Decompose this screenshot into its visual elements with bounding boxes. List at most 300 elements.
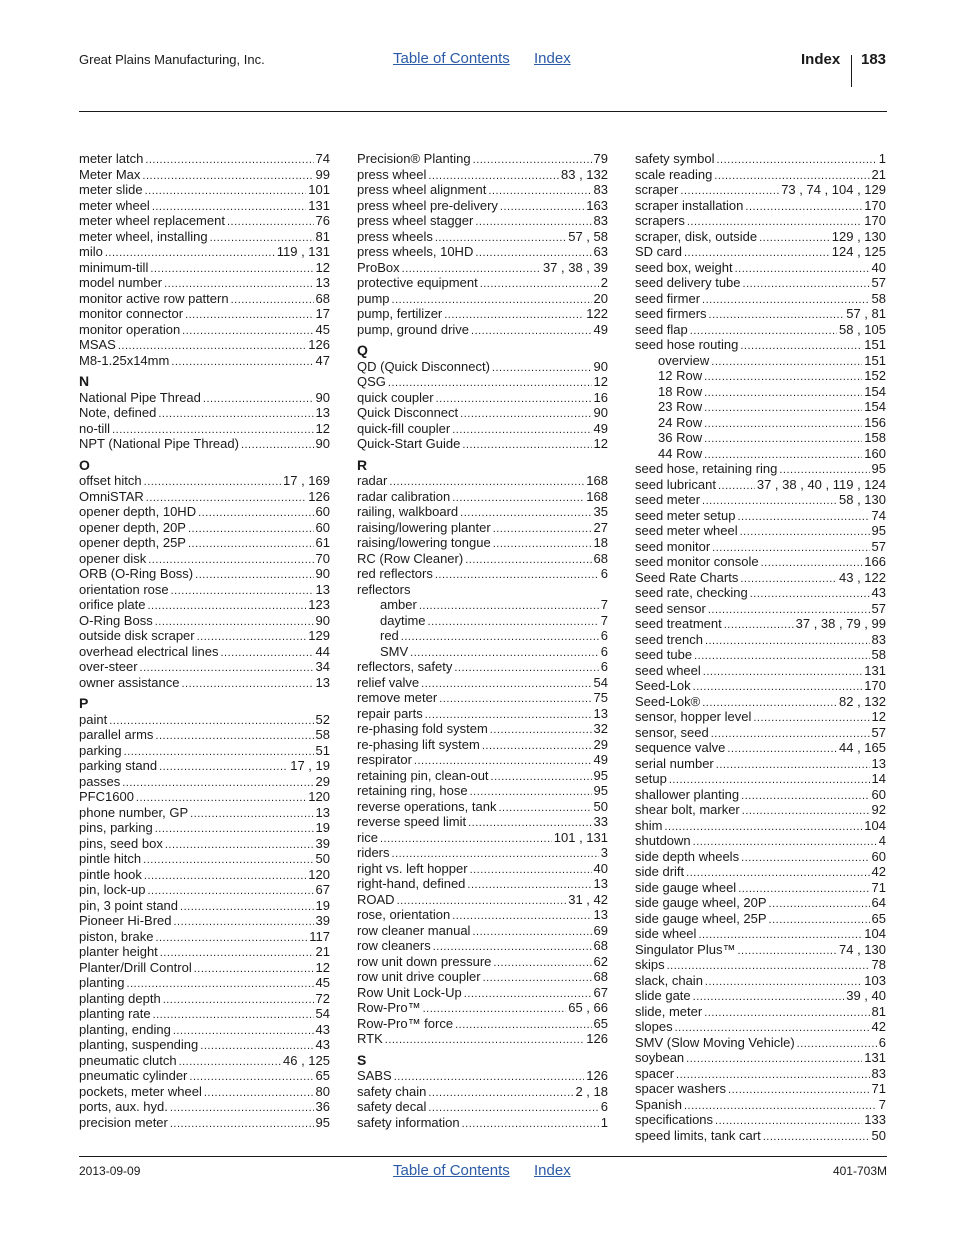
- index-entry[interactable]: [79, 1068, 330, 1084]
- index-entry[interactable]: [79, 1022, 330, 1038]
- index-entry[interactable]: [635, 833, 886, 849]
- index-entry[interactable]: [357, 566, 608, 582]
- page-reference[interactable]: 42: [871, 1019, 886, 1034]
- page-reference[interactable]: 49: [593, 321, 608, 337]
- page-reference[interactable]: 90: [315, 566, 330, 581]
- index-entry[interactable]: [635, 275, 886, 291]
- page-reference[interactable]: 47: [315, 352, 330, 368]
- page-reference[interactable]: 120: [308, 789, 330, 804]
- index-entry[interactable]: [79, 582, 330, 598]
- index-entry[interactable]: [635, 678, 886, 694]
- index-entry[interactable]: [635, 477, 886, 493]
- index-entry[interactable]: [79, 291, 330, 307]
- index-entry[interactable]: [79, 1053, 330, 1069]
- index-entry[interactable]: [635, 229, 886, 245]
- index-subentry[interactable]: [635, 353, 886, 369]
- page-reference[interactable]: 83 , 132: [561, 166, 608, 182]
- index-entry[interactable]: [635, 322, 886, 338]
- index-entry[interactable]: [357, 1031, 608, 1047]
- index-entry[interactable]: [79, 151, 330, 167]
- page-reference[interactable]: 40: [871, 259, 886, 275]
- index-entry[interactable]: [635, 802, 886, 818]
- page-reference[interactable]: 43: [871, 585, 886, 600]
- index-entry[interactable]: [357, 845, 608, 861]
- page-reference[interactable]: 12: [871, 709, 886, 724]
- index-entry[interactable]: [635, 1050, 886, 1066]
- index-entry[interactable]: [635, 585, 886, 601]
- page-reference[interactable]: 32: [593, 721, 608, 736]
- page-reference[interactable]: 13: [315, 405, 330, 420]
- index-entry[interactable]: [79, 229, 330, 245]
- page-reference[interactable]: 43: [315, 1037, 330, 1052]
- page-reference[interactable]: 13: [593, 876, 608, 891]
- page-reference[interactable]: 131: [864, 662, 886, 678]
- index-entry[interactable]: [357, 405, 608, 421]
- page-reference[interactable]: 45: [315, 321, 330, 337]
- index-entry[interactable]: [79, 504, 330, 520]
- index-entry[interactable]: [357, 151, 608, 167]
- page-reference[interactable]: 166: [864, 554, 886, 569]
- page-reference[interactable]: 31 , 42: [568, 891, 608, 907]
- page-reference[interactable]: 7: [600, 597, 608, 612]
- index-entry[interactable]: [357, 659, 608, 675]
- index-entry[interactable]: [357, 489, 608, 505]
- index-entry[interactable]: [357, 690, 608, 706]
- index-entry[interactable]: [357, 861, 608, 877]
- page-reference[interactable]: 39: [315, 913, 330, 928]
- page-reference[interactable]: 76: [315, 213, 330, 228]
- page-reference[interactable]: 74: [871, 507, 886, 523]
- page-reference[interactable]: 154: [864, 383, 886, 399]
- page-reference[interactable]: 73 , 74 , 104 , 129: [781, 182, 886, 197]
- index-entry[interactable]: [635, 864, 886, 880]
- page-reference[interactable]: 60: [871, 848, 886, 864]
- page-reference[interactable]: 83: [871, 631, 886, 647]
- index-entry[interactable]: [79, 675, 330, 691]
- page-reference[interactable]: 43 , 122: [839, 569, 886, 585]
- page-reference[interactable]: 7: [878, 1096, 886, 1112]
- page-reference[interactable]: 61: [315, 535, 330, 550]
- page-reference[interactable]: 60: [871, 786, 886, 802]
- index-entry[interactable]: [635, 260, 886, 276]
- page-reference[interactable]: 83: [593, 213, 608, 228]
- page-reference[interactable]: 65 , 66: [568, 1000, 608, 1015]
- page-reference[interactable]: 54: [315, 1006, 330, 1021]
- page-reference[interactable]: 75: [593, 690, 608, 705]
- index-entry[interactable]: [79, 535, 330, 551]
- index-entry[interactable]: [357, 675, 608, 691]
- index-entry[interactable]: [357, 504, 608, 520]
- index-entry[interactable]: [79, 260, 330, 276]
- page-reference[interactable]: 82 , 132: [839, 693, 886, 709]
- index-subentry[interactable]: [635, 384, 886, 400]
- index-entry[interactable]: [79, 275, 330, 291]
- page-reference[interactable]: 81: [315, 228, 330, 244]
- page-reference[interactable]: 19: [315, 897, 330, 913]
- index-entry[interactable]: [357, 167, 608, 183]
- index-entry[interactable]: [79, 182, 330, 198]
- page-reference[interactable]: 101 , 131: [553, 829, 608, 845]
- index-entry[interactable]: [79, 1115, 330, 1131]
- page-reference[interactable]: 13: [315, 581, 330, 597]
- page-reference[interactable]: 68: [593, 969, 608, 984]
- index-entry[interactable]: [79, 322, 330, 338]
- index-entry[interactable]: [79, 421, 330, 437]
- index-entry[interactable]: [635, 492, 886, 508]
- index-entry[interactable]: [635, 182, 886, 198]
- page-reference[interactable]: 67: [315, 882, 330, 897]
- index-entry[interactable]: [357, 359, 608, 375]
- index-entry[interactable]: [79, 944, 330, 960]
- page-reference[interactable]: 64: [871, 895, 886, 910]
- page-reference[interactable]: 151: [864, 337, 886, 352]
- page-reference[interactable]: 168: [586, 488, 608, 504]
- index-entry[interactable]: [357, 322, 608, 338]
- page-reference[interactable]: 37 , 38 , 40 , 119 , 124: [756, 476, 886, 492]
- index-subentry[interactable]: [357, 597, 608, 613]
- index-entry[interactable]: [635, 957, 886, 973]
- page-reference[interactable]: 71: [871, 1081, 886, 1096]
- page-reference[interactable]: 58: [871, 647, 886, 662]
- index-entry[interactable]: [357, 830, 608, 846]
- page-reference[interactable]: 12: [315, 259, 330, 275]
- page-reference[interactable]: 37 , 38 , 39: [542, 259, 608, 275]
- page-reference[interactable]: 104: [864, 926, 886, 941]
- index-entry[interactable]: [357, 814, 608, 830]
- page-reference[interactable]: 129 , 130: [831, 228, 886, 244]
- page-reference[interactable]: 1: [600, 1114, 608, 1130]
- index-entry[interactable]: [79, 867, 330, 883]
- page-reference[interactable]: 29: [315, 773, 330, 789]
- index-entry[interactable]: [79, 851, 330, 867]
- index-subentry[interactable]: [357, 613, 608, 629]
- page-reference[interactable]: 13: [593, 907, 608, 922]
- index-entry[interactable]: [79, 805, 330, 821]
- page-reference[interactable]: 90: [593, 358, 608, 374]
- page-reference[interactable]: 13: [593, 705, 608, 721]
- page-reference[interactable]: 74 , 130: [839, 941, 886, 957]
- page-reference[interactable]: 83: [593, 182, 608, 197]
- index-entry[interactable]: [357, 520, 608, 536]
- index-entry[interactable]: [635, 523, 886, 539]
- index-subentry[interactable]: [635, 399, 886, 415]
- index-entry[interactable]: [635, 539, 886, 555]
- index-entry[interactable]: [357, 892, 608, 908]
- index-entry[interactable]: [79, 613, 330, 629]
- index-entry[interactable]: [79, 473, 330, 489]
- index-subentry[interactable]: [357, 628, 608, 644]
- index-entry[interactable]: [357, 737, 608, 753]
- page-reference[interactable]: 6: [600, 1099, 608, 1114]
- page-reference[interactable]: 168: [586, 473, 608, 488]
- index-entry[interactable]: [635, 1066, 886, 1082]
- page-reference[interactable]: 68: [593, 550, 608, 566]
- page-reference[interactable]: 3: [600, 845, 608, 860]
- index-entry[interactable]: [79, 758, 330, 774]
- page-reference[interactable]: 90: [315, 389, 330, 405]
- index-entry[interactable]: [357, 582, 608, 598]
- index-entry[interactable]: [357, 1016, 608, 1032]
- page-reference[interactable]: 69: [593, 922, 608, 938]
- footer-toc-link[interactable]: Table of Contents: [393, 1162, 510, 1179]
- page-reference[interactable]: 1: [878, 151, 886, 166]
- page-reference[interactable]: 6: [600, 643, 608, 659]
- index-entry[interactable]: [79, 991, 330, 1007]
- index-entry[interactable]: [357, 954, 608, 970]
- page-reference[interactable]: 79: [593, 151, 608, 166]
- page-reference[interactable]: 151: [864, 352, 886, 368]
- page-reference[interactable]: 2: [600, 275, 608, 290]
- page-reference[interactable]: 57: [871, 275, 886, 290]
- index-entry[interactable]: [79, 597, 330, 613]
- page-reference[interactable]: 34: [315, 659, 330, 674]
- index-entry[interactable]: [79, 644, 330, 660]
- index-entry[interactable]: [635, 926, 886, 942]
- page-reference[interactable]: 126: [586, 1068, 608, 1083]
- index-entry[interactable]: [357, 535, 608, 551]
- page-reference[interactable]: 4: [878, 833, 886, 848]
- index-entry[interactable]: [635, 787, 886, 803]
- page-reference[interactable]: 152: [864, 368, 886, 383]
- page-reference[interactable]: 95: [871, 461, 886, 476]
- index-entry[interactable]: [357, 260, 608, 276]
- index-entry[interactable]: [635, 570, 886, 586]
- page-reference[interactable]: 6: [600, 566, 608, 581]
- index-entry[interactable]: [357, 291, 608, 307]
- page-reference[interactable]: 12: [315, 420, 330, 436]
- page-reference[interactable]: 21: [315, 944, 330, 959]
- index-entry[interactable]: [79, 520, 330, 536]
- index-entry[interactable]: [635, 756, 886, 772]
- page-reference[interactable]: 104: [864, 817, 886, 833]
- index-entry[interactable]: [79, 727, 330, 743]
- index-entry[interactable]: [635, 1112, 886, 1128]
- page-reference[interactable]: 126: [308, 337, 330, 352]
- index-entry[interactable]: [79, 306, 330, 322]
- page-reference[interactable]: 13: [871, 755, 886, 771]
- index-entry[interactable]: [357, 436, 608, 452]
- page-reference[interactable]: 51: [315, 742, 330, 758]
- index-entry[interactable]: [357, 244, 608, 260]
- page-reference[interactable]: 44: [315, 643, 330, 659]
- page-reference[interactable]: 35: [593, 504, 608, 519]
- page-reference[interactable]: 95: [871, 523, 886, 538]
- page-reference[interactable]: 95: [593, 767, 608, 783]
- index-entry[interactable]: [79, 353, 330, 369]
- page-reference[interactable]: 63: [593, 244, 608, 259]
- page-reference[interactable]: 6: [600, 659, 608, 674]
- page-reference[interactable]: 60: [315, 504, 330, 519]
- page-reference[interactable]: 117: [309, 928, 330, 944]
- index-entry[interactable]: [79, 489, 330, 505]
- index-entry[interactable]: [635, 616, 886, 632]
- page-reference[interactable]: 52: [315, 711, 330, 727]
- page-reference[interactable]: 156: [864, 414, 886, 430]
- page-reference[interactable]: 80: [315, 1083, 330, 1099]
- page-reference[interactable]: 12: [593, 374, 608, 389]
- index-entry[interactable]: [635, 1035, 886, 1051]
- index-entry[interactable]: [635, 942, 886, 958]
- page-reference[interactable]: 45: [315, 975, 330, 990]
- index-entry[interactable]: [357, 985, 608, 1001]
- index-entry[interactable]: [79, 712, 330, 728]
- index-entry[interactable]: [357, 969, 608, 985]
- page-reference[interactable]: 40: [593, 860, 608, 876]
- page-reference[interactable]: 160: [864, 445, 886, 461]
- index-entry[interactable]: [635, 849, 886, 865]
- page-reference[interactable]: 90: [593, 405, 608, 420]
- index-entry[interactable]: [635, 306, 886, 322]
- index-entry[interactable]: [79, 1006, 330, 1022]
- index-entry[interactable]: [635, 554, 886, 570]
- index-entry[interactable]: [635, 740, 886, 756]
- page-reference[interactable]: 17 , 19: [290, 758, 330, 773]
- page-reference[interactable]: 17 , 169: [283, 473, 330, 488]
- index-entry[interactable]: [635, 291, 886, 307]
- page-reference[interactable]: 129: [308, 628, 330, 643]
- page-reference[interactable]: 42: [871, 864, 886, 879]
- index-entry[interactable]: [357, 876, 608, 892]
- page-reference[interactable]: 65: [871, 910, 886, 926]
- index-entry[interactable]: [357, 721, 608, 737]
- index-entry[interactable]: [79, 167, 330, 183]
- page-reference[interactable]: 158: [864, 430, 886, 445]
- index-entry[interactable]: [79, 743, 330, 759]
- index-entry[interactable]: [79, 405, 330, 421]
- index-entry[interactable]: [635, 151, 886, 167]
- page-reference[interactable]: 74: [315, 151, 330, 166]
- page-reference[interactable]: 7: [600, 612, 608, 628]
- page-reference[interactable]: 133: [864, 1112, 886, 1127]
- index-subentry[interactable]: [635, 415, 886, 431]
- index-entry[interactable]: [79, 244, 330, 260]
- page-reference[interactable]: 131: [308, 197, 330, 213]
- index-entry[interactable]: [79, 1084, 330, 1100]
- page-reference[interactable]: 49: [593, 752, 608, 767]
- index-entry[interactable]: [635, 337, 886, 353]
- index-entry[interactable]: [357, 1084, 608, 1100]
- index-entry[interactable]: [357, 783, 608, 799]
- page-reference[interactable]: 81: [871, 1003, 886, 1019]
- index-entry[interactable]: [79, 898, 330, 914]
- page-reference[interactable]: 57 , 58: [568, 228, 608, 244]
- page-reference[interactable]: 72: [315, 990, 330, 1006]
- page-reference[interactable]: 170: [864, 197, 886, 213]
- index-entry[interactable]: [357, 706, 608, 722]
- index-entry[interactable]: [79, 198, 330, 214]
- index-subentry[interactable]: [635, 430, 886, 446]
- index-entry[interactable]: [79, 820, 330, 836]
- index-entry[interactable]: [357, 799, 608, 815]
- index-entry[interactable]: [79, 774, 330, 790]
- index-entry[interactable]: [635, 167, 886, 183]
- page-reference[interactable]: 92: [871, 802, 886, 817]
- footer-index-link[interactable]: Index: [534, 1162, 571, 1179]
- page-reference[interactable]: 13: [315, 275, 330, 290]
- page-reference[interactable]: 13: [315, 804, 330, 820]
- index-entry[interactable]: [79, 628, 330, 644]
- index-entry[interactable]: [635, 213, 886, 229]
- page-reference[interactable]: 12: [315, 959, 330, 975]
- index-subentry[interactable]: [635, 368, 886, 384]
- index-entry[interactable]: [357, 374, 608, 390]
- index-entry[interactable]: [79, 789, 330, 805]
- index-entry[interactable]: [357, 390, 608, 406]
- index-entry[interactable]: [357, 1068, 608, 1084]
- index-entry[interactable]: [79, 390, 330, 406]
- index-entry[interactable]: [635, 911, 886, 927]
- page-reference[interactable]: 57: [871, 724, 886, 740]
- index-entry[interactable]: [79, 436, 330, 452]
- page-reference[interactable]: 12: [593, 436, 608, 451]
- page-reference[interactable]: 29: [593, 736, 608, 752]
- index-entry[interactable]: [357, 923, 608, 939]
- index-entry[interactable]: [635, 1128, 886, 1144]
- index-entry[interactable]: [79, 929, 330, 945]
- index-entry[interactable]: [79, 960, 330, 976]
- index-entry[interactable]: [635, 988, 886, 1004]
- index-entry[interactable]: [79, 213, 330, 229]
- index-entry[interactable]: [357, 1099, 608, 1115]
- page-reference[interactable]: 101: [308, 182, 330, 197]
- index-entry[interactable]: [79, 337, 330, 353]
- index-entry[interactable]: [635, 880, 886, 896]
- page-reference[interactable]: 67: [593, 984, 608, 1000]
- index-entry[interactable]: [79, 882, 330, 898]
- index-entry[interactable]: [635, 694, 886, 710]
- index-entry[interactable]: [635, 818, 886, 834]
- index-entry[interactable]: [79, 975, 330, 991]
- page-reference[interactable]: 57: [871, 538, 886, 554]
- index-entry[interactable]: [357, 938, 608, 954]
- index-entry[interactable]: [635, 647, 886, 663]
- index-entry[interactable]: [357, 229, 608, 245]
- page-reference[interactable]: 65: [315, 1068, 330, 1083]
- page-reference[interactable]: 58 , 130: [839, 492, 886, 507]
- page-reference[interactable]: 57: [871, 600, 886, 616]
- page-reference[interactable]: 18: [593, 535, 608, 550]
- page-reference[interactable]: 90: [315, 612, 330, 628]
- page-reference[interactable]: 78: [871, 957, 886, 972]
- page-reference[interactable]: 170: [864, 678, 886, 693]
- index-entry[interactable]: [635, 1081, 886, 1097]
- index-entry[interactable]: [79, 836, 330, 852]
- index-entry[interactable]: [635, 771, 886, 787]
- header-index-link[interactable]: Index: [534, 50, 571, 67]
- index-entry[interactable]: [79, 566, 330, 582]
- index-entry[interactable]: [635, 1019, 886, 1035]
- page-reference[interactable]: 14: [871, 771, 886, 786]
- index-entry[interactable]: [635, 1004, 886, 1020]
- page-reference[interactable]: 39: [315, 835, 330, 851]
- index-entry[interactable]: [357, 907, 608, 923]
- page-reference[interactable]: 50: [593, 798, 608, 814]
- page-reference[interactable]: 71: [871, 879, 886, 895]
- page-reference[interactable]: 126: [586, 1031, 608, 1046]
- page-reference[interactable]: 170: [864, 213, 886, 228]
- index-entry[interactable]: [635, 508, 886, 524]
- page-reference[interactable]: 62: [593, 953, 608, 969]
- page-reference[interactable]: 154: [864, 399, 886, 414]
- index-entry[interactable]: [357, 752, 608, 768]
- page-reference[interactable]: 131: [864, 1050, 886, 1065]
- page-reference[interactable]: 37 , 38 , 79 , 99: [795, 616, 886, 631]
- index-subentry[interactable]: [635, 446, 886, 462]
- page-reference[interactable]: 6: [878, 1034, 886, 1050]
- page-reference[interactable]: 50: [315, 851, 330, 866]
- page-reference[interactable]: 17: [315, 306, 330, 321]
- index-entry[interactable]: [635, 601, 886, 617]
